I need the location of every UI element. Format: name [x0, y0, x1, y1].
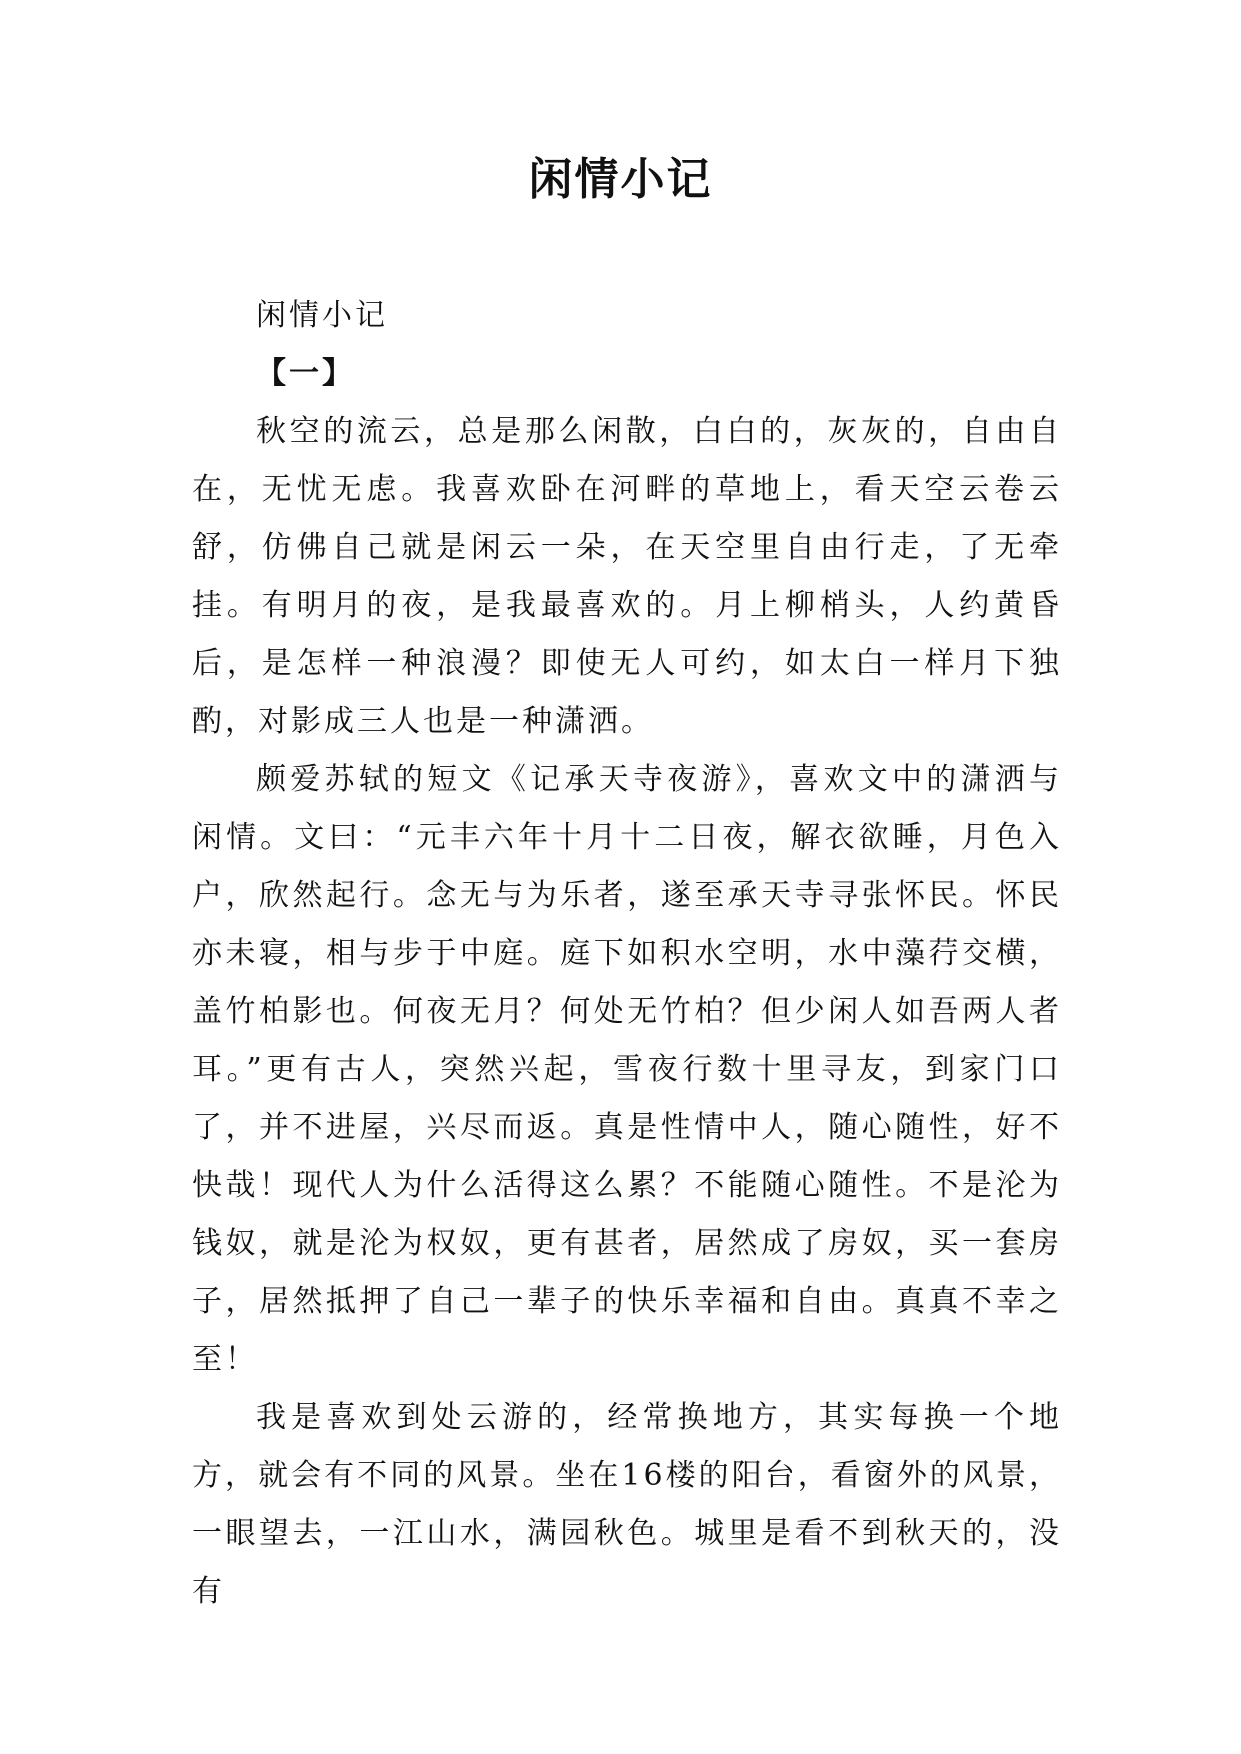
document-title: 闲情小记 [528, 154, 713, 205]
section-marker: 【一】 [256, 356, 355, 391]
document-subtitle: 闲情小记 [256, 298, 388, 333]
paragraph-3: 我是喜欢到处云游的，经常换地方，其实每换一个地方，就会有不同的风景。坐在16楼的阳台，看窗外的风景，一眼望去，一江山水，满园秋色。城里是看不到秋天的，没有 [192, 1400, 1062, 1609]
paragraph-2: 颇爱苏轼的短文《记承天寺夜游》，喜欢文中的潇洒与闲情。文曰：“元丰六年十月十二日夜，解衣欲睡，月色入户，欣然起行。念无与为乐者，遂至承天寺寻张怀民。怀民亦未寝，相与步于中庭。庭下如积水空明，水中藻荇交横，盖竹柏影也。何夜无月？何处无竹柏？但少闲人如吾两人者耳。”更有古人，突然兴起，雪夜行数十里寻友，到家门口了，并不进屋，兴尽而返。真是性情中人，随心随性，好不快哉！现代人为什么活得这么累？不能随心随性。不是沦为钱奴，就是沦为权奴，更有甚者，居然成了房奴，买一套房子，居然抵押了自己一辈子的快乐幸福和自由。真真不幸之至！ [192, 762, 1062, 1377]
document-body [192, 287, 1062, 1621]
paragraph-1: 秋空的流云，总是那么闲散，白白的，灰灰的，自由自在，无忧无虑。我喜欢卧在河畔的草地上，看天空云卷云舒，仿佛自己就是闲云一朵，在天空里自由行走，了无牵挂。有明月的夜，是我最喜欢的。月上柳梢头，人约黄昏后，是怎样一种浪漫？即使无人可约，如太白一样月下独酌，对影成三人也是一种潇洒。 [192, 414, 1062, 739]
